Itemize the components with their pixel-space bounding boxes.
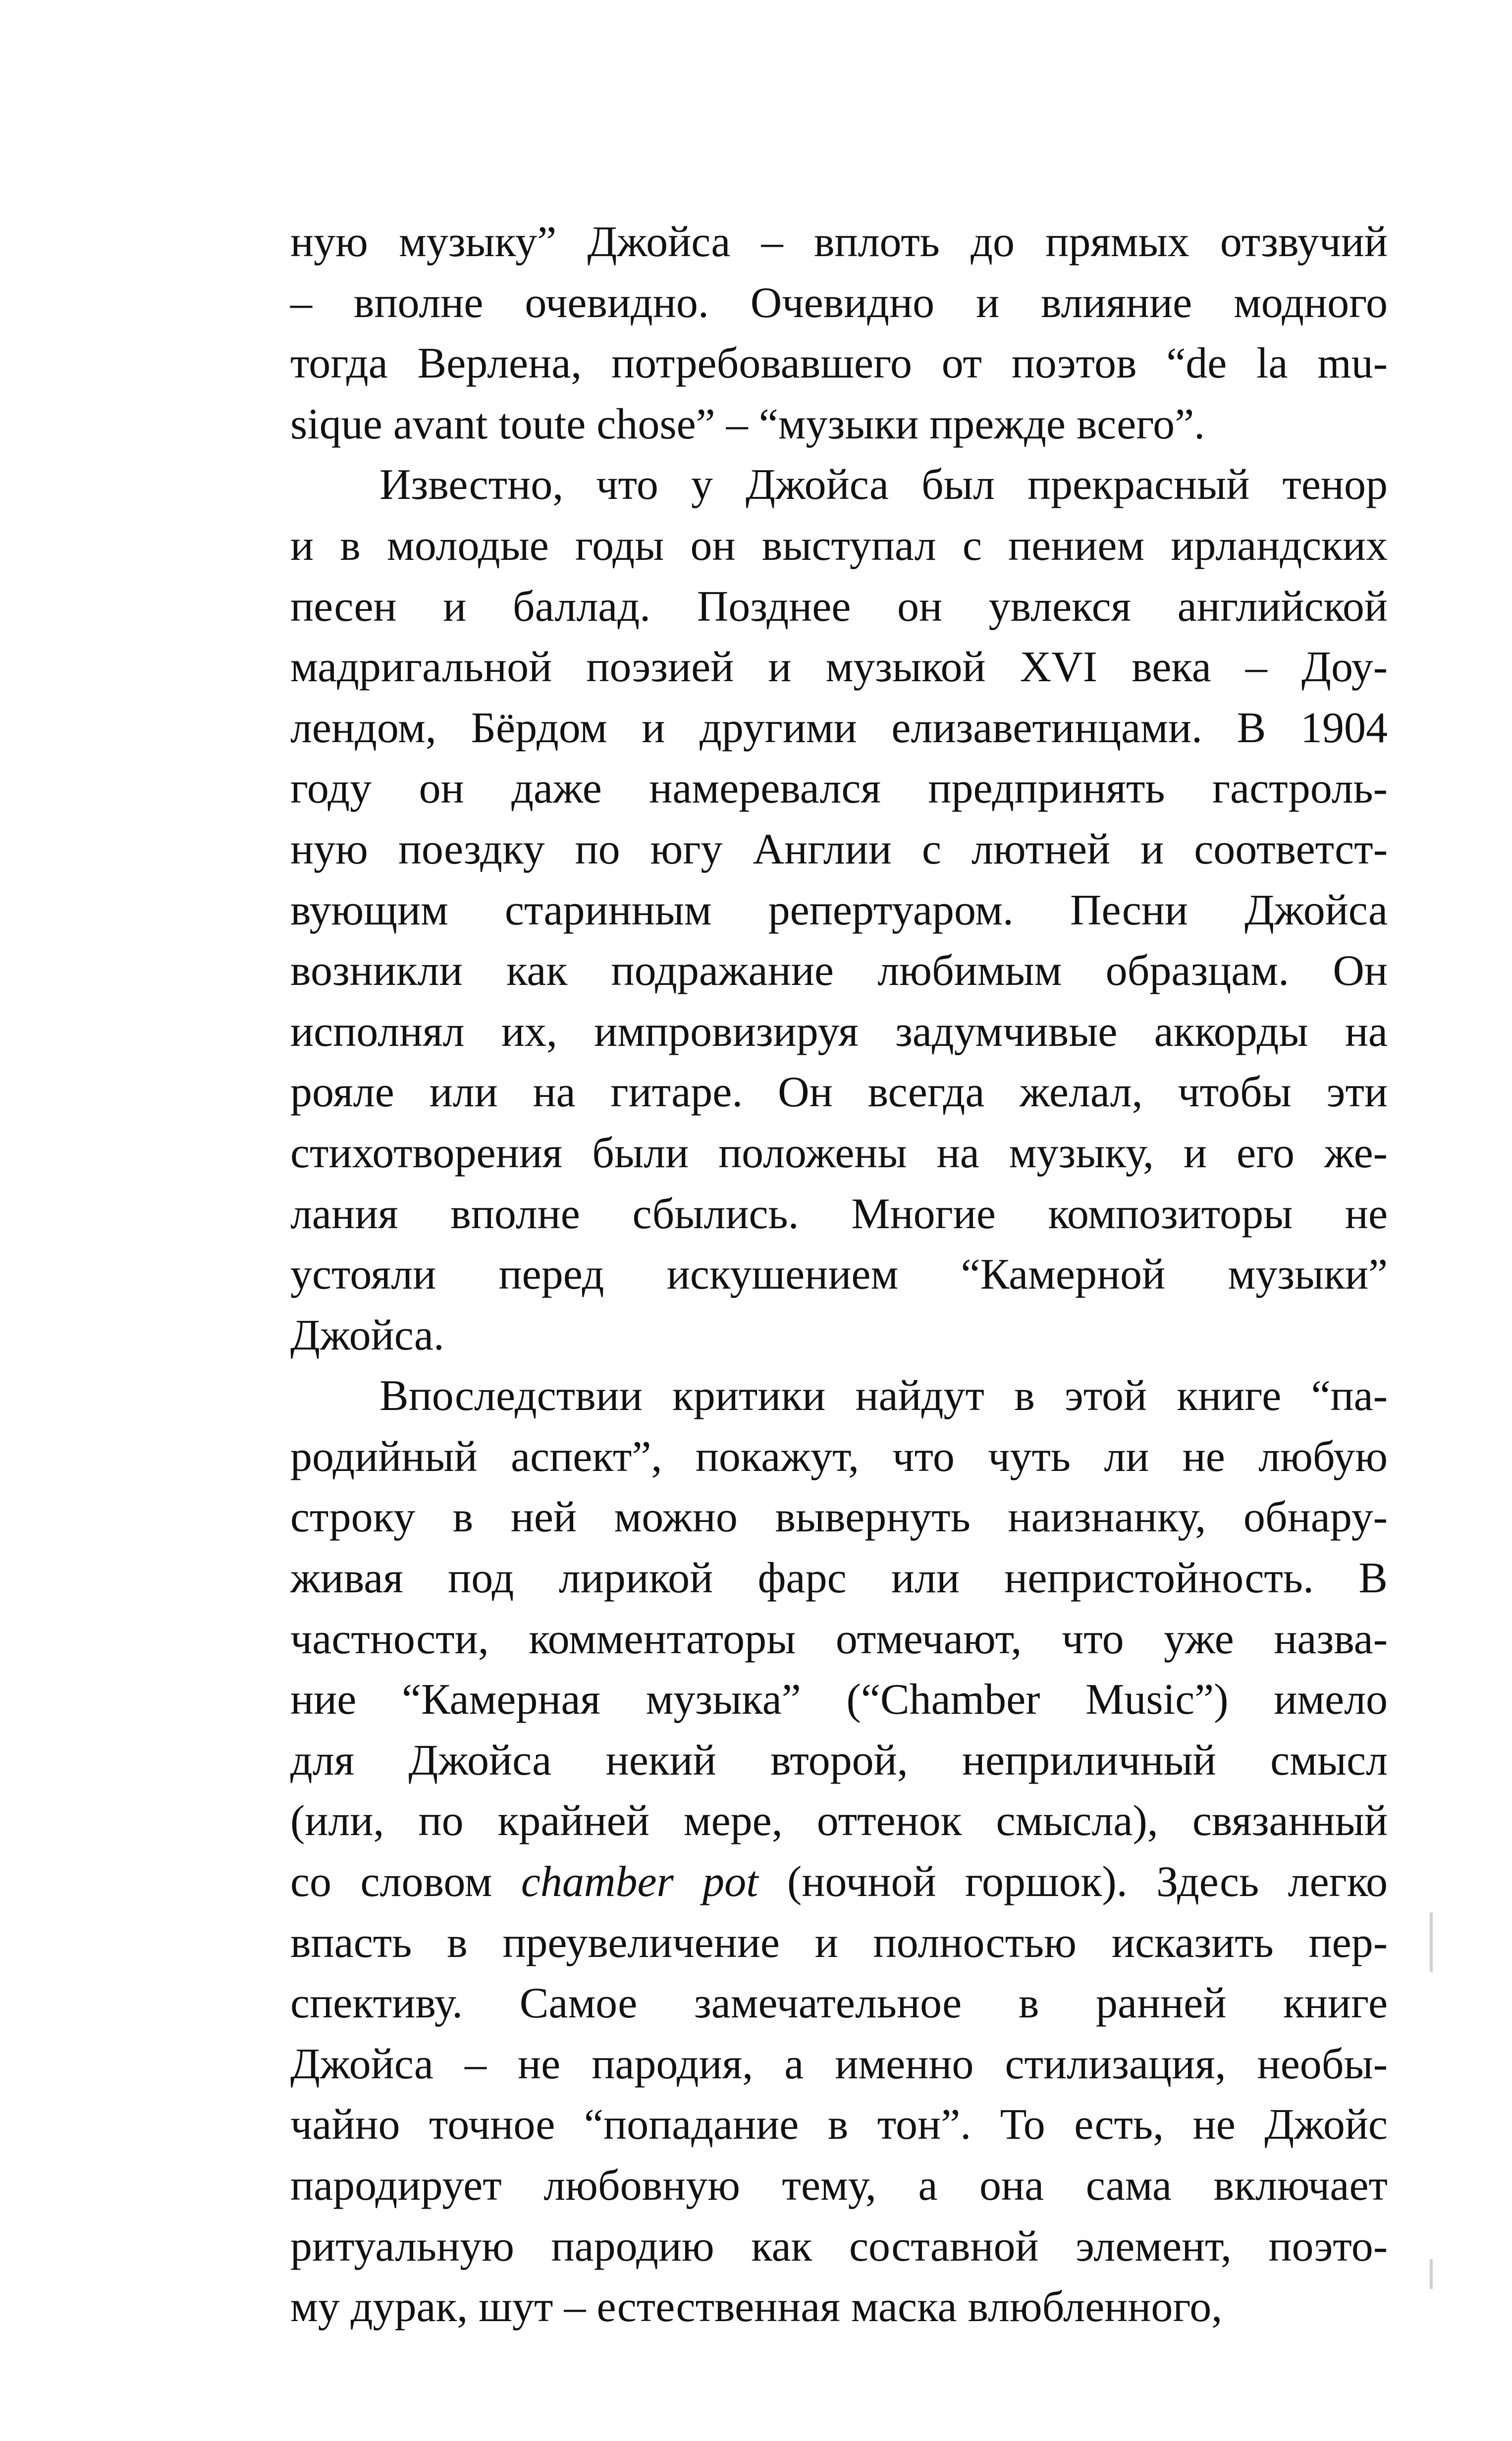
text-line: ную музыку” Джойса – вплоть до прямых отзвучий <box>290 218 1388 266</box>
page-edge-shadow <box>1430 2259 1433 2289</box>
text-line: и в молодые годы он выступал с пением ирландских <box>290 521 1388 570</box>
text-line: вующим старинным репертуаром. Песни Джойса <box>290 886 1388 934</box>
text-line: рояле или на гитаре. Он всегда желал, чтобы эти <box>290 1068 1388 1117</box>
text-line: Впоследствии критики найдут в этой книге “па- <box>379 1372 1388 1420</box>
text-line: ную поездку по югу Англии с лютней и соответст- <box>290 825 1388 873</box>
paragraph <box>290 455 1388 1366</box>
page-edge-shadow <box>1430 1912 1433 1972</box>
text-line: со словом chamber pot (ночной горшок). Здесь легко <box>290 1858 1388 1906</box>
text-line: чайно точное “попадание в тон”. То есть, не Джойс <box>290 2101 1388 2149</box>
text-line: исполнял их, импровизируя задумчивые аккорды на <box>290 1007 1388 1056</box>
text-line: ритуальную пародию как составной элемент, поэто- <box>290 2222 1388 2271</box>
text-line: песен и баллад. Позднее он увлекся английской <box>290 582 1388 631</box>
text-line: тогда Верлена, потребовавшего от поэтов “de la mu- <box>290 339 1388 388</box>
text-line: спективу. Самое замечательное в ранней книге <box>290 1979 1388 2028</box>
text-line: строку в ней можно вывернуть наизнанку, обнару- <box>290 1493 1388 1542</box>
text-line: году он даже намеревался предпринять гастроль- <box>290 764 1388 813</box>
text-line: впасть в преувеличение и полностью исказить пер- <box>290 1918 1388 1967</box>
page-text <box>290 212 1388 2338</box>
text-line: мадригальной поэзией и музыкой XVI века – Доу- <box>290 643 1388 692</box>
text-line: для Джойса некий второй, неприличный смысл <box>290 1736 1388 1785</box>
text-line: лендом, Бёрдом и другими елизаветинцами. В 1904 <box>290 704 1388 752</box>
text-line: Джойса. <box>290 1311 444 1359</box>
text-line: sique avant toute chose” – “музыки прежде всего”. <box>290 400 1205 448</box>
text-line: му дурак, шут – естественная маска влюбленного, <box>290 2283 1223 2332</box>
text-line: живая под лирикой фарс или непристойность. В <box>290 1554 1388 1603</box>
text-line: Джойса – не пародия, а именно стилизация, необы- <box>290 2040 1388 2088</box>
text-line: лания вполне сбылись. Многие композиторы не <box>290 1190 1388 1238</box>
text-line: ние “Камерная музыка” (“Chamber Music”) имело <box>290 1676 1388 1724</box>
text-line: стихотворения были положены на музыку, и его же- <box>290 1129 1388 1177</box>
paragraph <box>290 212 1388 455</box>
text-line: Известно, что у Джойса был прекрасный тенор <box>379 461 1388 509</box>
italic-term: chamber pot <box>521 1858 758 1906</box>
text-line: родийный аспект”, покажут, что чуть ли не любую <box>290 1432 1388 1481</box>
text-line: возникли как подражание любимым образцам. Он <box>290 947 1388 995</box>
text-line: устояли перед искушением “Камерной музыки” <box>290 1250 1388 1299</box>
text-line: частности, комментаторы отмечают, что уже назва- <box>290 1615 1388 1663</box>
text-line: пародирует любовную тему, а она сама включает <box>290 2162 1388 2210</box>
paragraph <box>290 1366 1388 2338</box>
text-line: – вполне очевидно. Очевидно и влияние модного <box>290 278 1388 327</box>
text-line: (или, по крайней мере, оттенок смысла), связанный <box>290 1797 1388 1845</box>
